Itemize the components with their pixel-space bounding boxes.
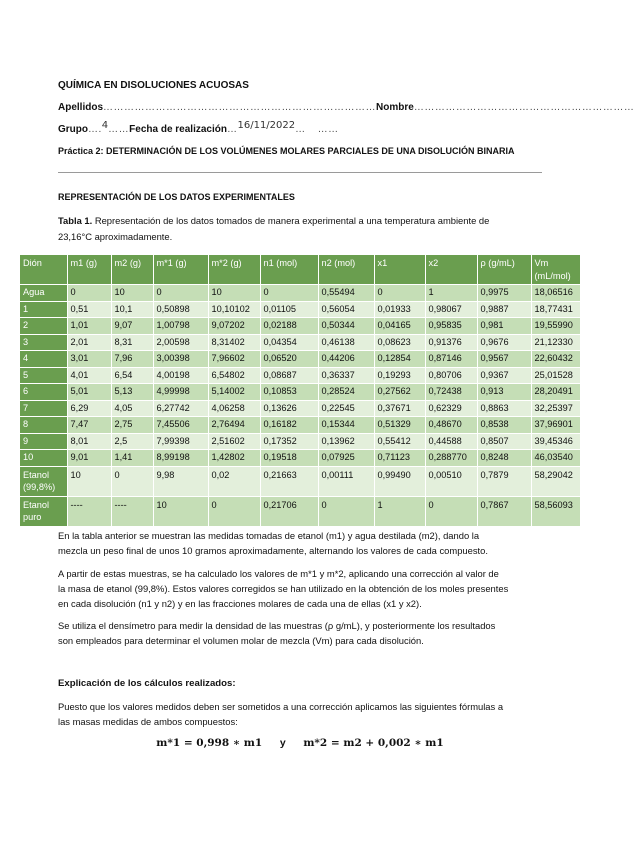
table-cell: 0,72438 [425, 384, 477, 401]
paragraph-2 [58, 566, 558, 611]
practica-line [58, 146, 515, 156]
paragraph-2-line-1: A partir de estas muestras, se ha calculado los valores de m*1 y m*2, aplicando una corrección al valor de [58, 568, 499, 579]
table-cell: 0,17352 [260, 433, 318, 450]
table-cell: 0,04354 [260, 334, 318, 351]
table-cell: 9,07 [111, 318, 153, 335]
grupo-fecha-line [58, 120, 339, 135]
paragraph-2-line-2: la masa de etanol (99,8%). Estos valores corregidos se han utilizado en la obtención de los moles presentes [58, 583, 509, 594]
table-cell: 0,8248 [477, 450, 531, 467]
table-cell: 0 [374, 285, 425, 302]
document-title: QUÍMICA EN DISOLUCIONES ACUOSAS [58, 80, 249, 91]
table-cell: 0,00510 [425, 466, 477, 496]
apellidos-field: …………………………………………………………………… [103, 102, 377, 113]
table-cell: 37,96901 [531, 417, 580, 434]
calc-text-line-2: las masas medidas de ambos compuestos: [58, 716, 238, 727]
table-cell: 0,8863 [477, 400, 531, 417]
table-row [20, 318, 580, 335]
table-row [20, 367, 580, 384]
paragraph-2-line-3: en cada disolución (n1 y n2) y en las fracciones molares de cada una de ellas (x1 y x2). [58, 598, 422, 609]
table-cell: 9,98 [153, 466, 208, 496]
table-cell: 0,44206 [318, 351, 374, 368]
paragraph-3-line-1: Se utiliza el densímetro para medir la densidad de las muestras (ρ g/mL), y posteriormente los resultados [58, 620, 496, 631]
column-header: x2 [425, 255, 477, 285]
row-label-cell: 8 [20, 417, 67, 434]
table-cell: 39,45346 [531, 433, 580, 450]
table-cell: 0,51329 [374, 417, 425, 434]
table-cell: 32,25397 [531, 400, 580, 417]
table-cell: 0,19293 [374, 367, 425, 384]
table-cell: 0,15344 [318, 417, 374, 434]
table-cell: 10 [67, 466, 111, 496]
table-cell: 0,50344 [318, 318, 374, 335]
table-cell: 8,31 [111, 334, 153, 351]
table-cell: 9,01 [67, 450, 111, 467]
table-cell: 0,87146 [425, 351, 477, 368]
table-cell: 1 [374, 496, 425, 526]
table-cell: 0,62329 [425, 400, 477, 417]
table-cell: 1,42802 [208, 450, 260, 467]
table-cell: 0,50898 [153, 301, 208, 318]
table-cell: 1,41 [111, 450, 153, 467]
table-cell: 0,08687 [260, 367, 318, 384]
practica-label: Práctica 2 [58, 146, 101, 156]
correction-formulas [0, 737, 600, 749]
table-row [20, 351, 580, 368]
table-cell: 6,27742 [153, 400, 208, 417]
table-row [20, 417, 580, 434]
table-cell: 0,9887 [477, 301, 531, 318]
table-cell: 0,8538 [477, 417, 531, 434]
table-row [20, 285, 580, 302]
section-heading: REPRESENTACIÓN DE LOS DATOS EXPERIMENTALES [58, 192, 295, 202]
table-row [20, 301, 580, 318]
table-cell: 6,54 [111, 367, 153, 384]
table-row [20, 450, 580, 467]
column-header: Dión [20, 255, 67, 285]
practica-title: : DETERMINACIÓN DE LOS VOLÚMENES MOLARES PARCIALES DE UNA DISOLUCIÓN BINARIA [100, 146, 515, 156]
caption-text-2: 23,16°C aproximadamente. [58, 231, 173, 242]
data-table [20, 255, 581, 526]
table-cell: 25,01528 [531, 367, 580, 384]
table-cell: 0,44588 [425, 433, 477, 450]
table-cell: 0,12854 [374, 351, 425, 368]
table-cell: 4,99998 [153, 384, 208, 401]
table-cell: 0,16182 [260, 417, 318, 434]
table-cell: 0 [208, 496, 260, 526]
table-cell: 0,02 [208, 466, 260, 496]
table-cell: 0,19518 [260, 450, 318, 467]
table-cell: 0,08623 [374, 334, 425, 351]
fecha-dots-c: …… [317, 124, 339, 135]
formula-m1: m*1 = 0,998 ∗ m1 [156, 737, 263, 749]
table-cell: 1 [425, 285, 477, 302]
table-cell: 3,01 [67, 351, 111, 368]
column-header: m2 (g) [111, 255, 153, 285]
table-cell: 7,96602 [208, 351, 260, 368]
table-cell: 18,77431 [531, 301, 580, 318]
table-cell: 0,91376 [425, 334, 477, 351]
fecha-dots-a: … [226, 124, 238, 135]
table-cell: 0,10853 [260, 384, 318, 401]
table-cell: 0,55494 [318, 285, 374, 302]
fecha-dots-b: … [295, 124, 306, 135]
column-header: n2 (mol) [318, 255, 374, 285]
table-cell: 10 [111, 285, 153, 302]
table-row [20, 433, 580, 450]
table-cell: 0,288770 [425, 450, 477, 467]
table-caption [58, 213, 489, 245]
table-cell: ---- [67, 496, 111, 526]
grupo-dots-b: …… [108, 124, 130, 135]
table-cell: 9,07202 [208, 318, 260, 335]
table-row [20, 400, 580, 417]
column-header: m*1 (g) [153, 255, 208, 285]
table-cell: 10,10102 [208, 301, 260, 318]
row-label-cell: 10 [20, 450, 67, 467]
table-cell: 8,01 [67, 433, 111, 450]
calc-heading: Explicación de los cálculos realizados: [58, 678, 236, 689]
table-cell: 2,00598 [153, 334, 208, 351]
row-label-cell: 3 [20, 334, 67, 351]
table-cell: 0,48670 [425, 417, 477, 434]
table-cell: 58,29042 [531, 466, 580, 496]
table-cell: 0 [318, 496, 374, 526]
formula-separator: y [279, 737, 286, 749]
caption-text-1: Representación de los datos tomados de manera experimental a una temperatura ambiente de [92, 215, 490, 226]
table-cell: 2,75 [111, 417, 153, 434]
caption-label: Tabla 1. [58, 215, 93, 226]
table-cell: 22,60432 [531, 351, 580, 368]
paragraph-3-line-2: son empleados para determinar el volumen molar de mezcla (Vm) para cada disolución. [58, 635, 424, 646]
table-cell: 0,21663 [260, 466, 318, 496]
table-cell: 0,06520 [260, 351, 318, 368]
table-cell: 0,80706 [425, 367, 477, 384]
table-cell: 0,07925 [318, 450, 374, 467]
table-cell: 0,9367 [477, 367, 531, 384]
table-cell: 0,71123 [374, 450, 425, 467]
table-header-row [20, 255, 580, 285]
table-cell: 6,29 [67, 400, 111, 417]
table-cell: 0 [153, 285, 208, 302]
row-label-cell: 7 [20, 400, 67, 417]
table-cell: 7,96 [111, 351, 153, 368]
table-cell: 0,9676 [477, 334, 531, 351]
row-label-cell: 1 [20, 301, 67, 318]
table-cell: 2,5 [111, 433, 153, 450]
table-row [20, 334, 580, 351]
row-label-cell: 2 [20, 318, 67, 335]
table-cell: 0,27562 [374, 384, 425, 401]
table-cell: 3,00398 [153, 351, 208, 368]
table-cell: 2,51602 [208, 433, 260, 450]
table-cell: 0,7879 [477, 466, 531, 496]
table-cell: 0,37671 [374, 400, 425, 417]
table-cell: 10 [208, 285, 260, 302]
row-label-cell: 6 [20, 384, 67, 401]
table-cell: 0,02188 [260, 318, 318, 335]
table-cell: 0,99490 [374, 466, 425, 496]
table-body [20, 285, 580, 526]
fecha-label: Fecha de realización [129, 124, 227, 135]
table-cell: 0,13626 [260, 400, 318, 417]
table-cell: 0,13962 [318, 433, 374, 450]
table-cell: 6,54802 [208, 367, 260, 384]
table-cell: 46,03540 [531, 450, 580, 467]
table-cell: 0,01933 [374, 301, 425, 318]
table-cell: 0,46138 [318, 334, 374, 351]
table-cell: 2,01 [67, 334, 111, 351]
paragraph-1-line-2: mezcla un peso final de unos 10 gramos aproximadamente, alternando los valores de cada compuesto. [58, 545, 488, 556]
table-cell: 5,14002 [208, 384, 260, 401]
table-cell: 8,31402 [208, 334, 260, 351]
table-cell: 4,05 [111, 400, 153, 417]
table-cell: 0,8507 [477, 433, 531, 450]
calc-text-line-1: Puesto que los valores medidos deben ser sometidos a una corrección aplicamos las siguientes fórmulas a [58, 701, 504, 712]
table-cell: 28,20491 [531, 384, 580, 401]
table-cell: 0,36337 [318, 367, 374, 384]
table-cell: 10 [153, 496, 208, 526]
table-cell: 0,00111 [318, 466, 374, 496]
table-cell: 1,01 [67, 318, 111, 335]
table-cell: 0,56054 [318, 301, 374, 318]
row-label-cell: 4 [20, 351, 67, 368]
table-cell: 0,51 [67, 301, 111, 318]
table-cell: 5,01 [67, 384, 111, 401]
table-cell: 0 [260, 285, 318, 302]
table-cell: 1,00798 [153, 318, 208, 335]
table-cell: 4,01 [67, 367, 111, 384]
table-cell: 19,55990 [531, 318, 580, 335]
row-label-cell: 9 [20, 433, 67, 450]
calc-text [58, 699, 558, 729]
nombre-label: Nombre [376, 102, 414, 113]
grupo-value: 4 [101, 120, 109, 131]
row-label-cell: Etanol (99,8%) [20, 466, 67, 496]
column-header: x1 [374, 255, 425, 285]
table-row [20, 466, 580, 496]
table-cell: 0,913 [477, 384, 531, 401]
table-cell: 0,04165 [374, 318, 425, 335]
table-cell: 8,99198 [153, 450, 208, 467]
row-label-cell: 5 [20, 367, 67, 384]
table-cell: 21,12330 [531, 334, 580, 351]
apellidos-line [58, 102, 634, 113]
table-cell: ---- [111, 496, 153, 526]
table-cell: 0 [111, 466, 153, 496]
table-cell: 10,1 [111, 301, 153, 318]
table-cell: 0,9975 [477, 285, 531, 302]
table-cell: 7,99398 [153, 433, 208, 450]
table-cell: 18,06516 [531, 285, 580, 302]
table-cell: 0,9567 [477, 351, 531, 368]
row-label-cell: Agua [20, 285, 67, 302]
table-cell: 0,21706 [260, 496, 318, 526]
table-cell: 0,98067 [425, 301, 477, 318]
table-row [20, 384, 580, 401]
table-cell: 7,45506 [153, 417, 208, 434]
nombre-field: ……………………………………………………… [413, 102, 634, 113]
table-cell: 0,22545 [318, 400, 374, 417]
table-cell: 2,76494 [208, 417, 260, 434]
paragraph-3 [58, 618, 558, 648]
fecha-value: 16/11/2022 [237, 120, 296, 131]
column-header: m1 (g) [67, 255, 111, 285]
paragraph-1-line-1: En la tabla anterior se muestran las medidas tomadas de etanol (m1) y agua destilada (m2), dando la [58, 530, 480, 541]
table-cell: 0 [67, 285, 111, 302]
row-label-cell: Etanol puro [20, 496, 67, 526]
table-cell: 5,13 [111, 384, 153, 401]
table-cell: 0,55412 [374, 433, 425, 450]
table-cell: 4,06258 [208, 400, 260, 417]
formula-m2: m*2 = m2 + 0,002 ∗ m1 [303, 737, 444, 749]
table-cell: 58,56093 [531, 496, 580, 526]
grupo-label: Grupo [58, 124, 88, 135]
column-header: Vm (mL/mol) [531, 255, 580, 285]
table-cell: 7,47 [67, 417, 111, 434]
table-row [20, 496, 580, 526]
column-header: ρ (g/mL) [477, 255, 531, 285]
column-header: n1 (mol) [260, 255, 318, 285]
table-cell: 0,01105 [260, 301, 318, 318]
table-cell: 0,7867 [477, 496, 531, 526]
grupo-dots-a: …. [88, 124, 102, 135]
divider [58, 172, 542, 173]
table-cell: 4,00198 [153, 367, 208, 384]
paragraph-1 [58, 528, 558, 558]
column-header: m*2 (g) [208, 255, 260, 285]
table-cell: 0,28524 [318, 384, 374, 401]
table-cell: 0,95835 [425, 318, 477, 335]
table-cell: 0,981 [477, 318, 531, 335]
table-cell: 0 [425, 496, 477, 526]
apellidos-label: Apellidos [58, 102, 104, 113]
